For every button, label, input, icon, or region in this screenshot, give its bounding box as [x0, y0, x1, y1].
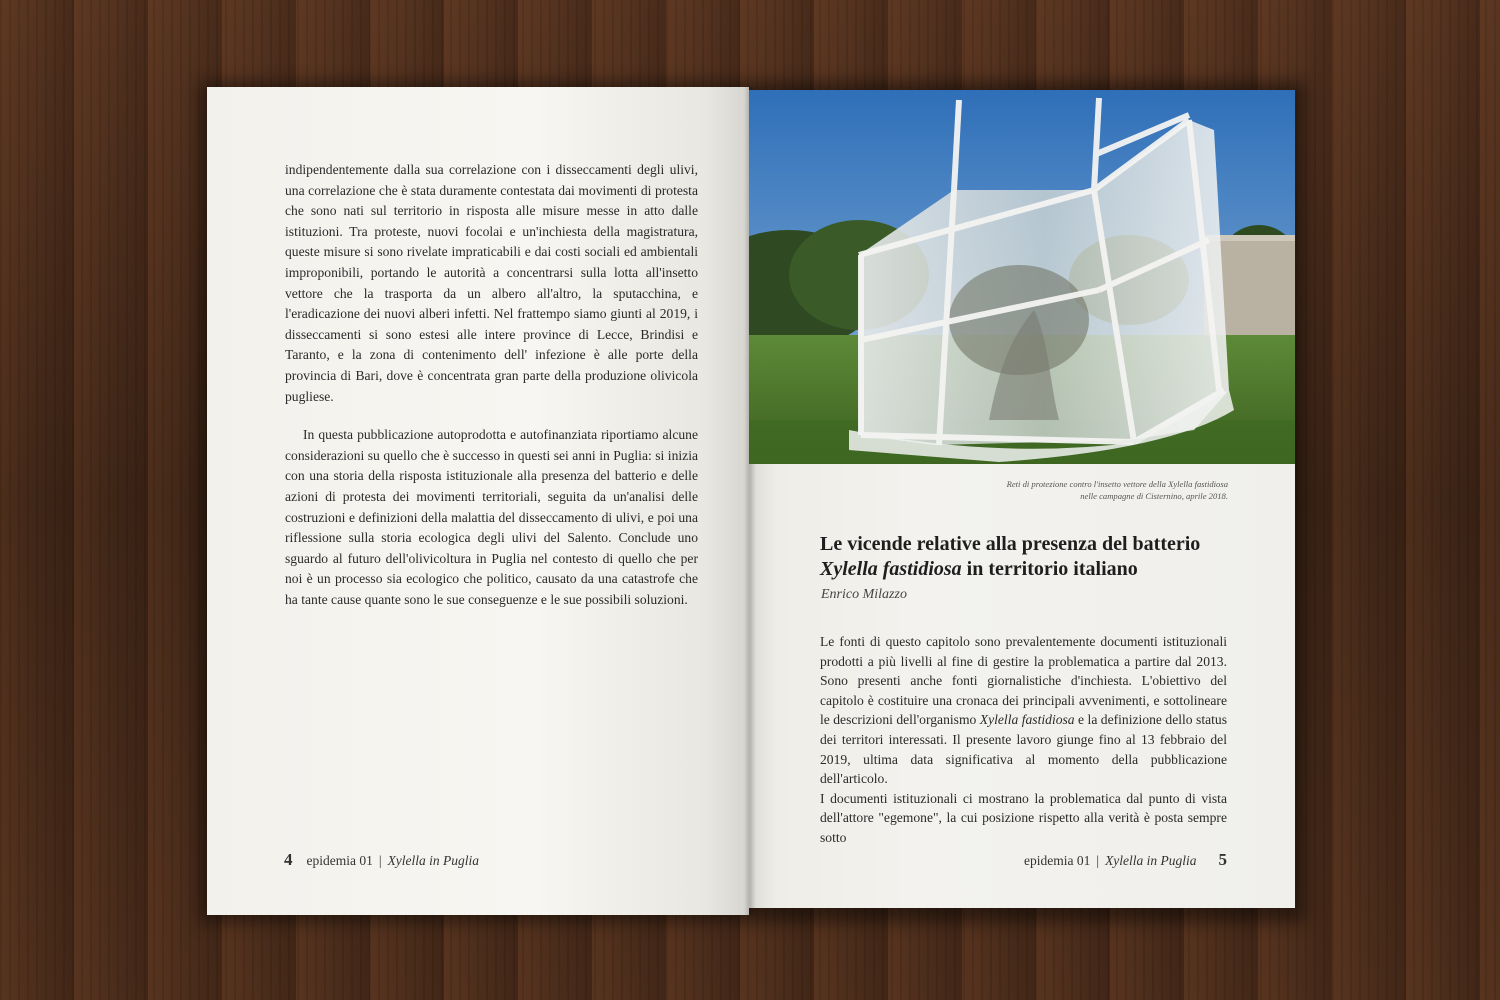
title-species: Xylella fastidiosa: [820, 558, 962, 580]
chapter-author: Enrico Milazzo: [821, 587, 907, 602]
title-line-2-rest: in territorio italiano: [961, 558, 1138, 580]
chapter-title: [820, 532, 1240, 582]
right-page-body: [820, 632, 1227, 848]
caption-line-1: Reti di protezione contro l'insetto vettore della Xylella fastidiosa: [1006, 479, 1228, 489]
photo-caption: [930, 478, 1228, 502]
right-paragraph-1: [820, 632, 1227, 789]
caption-line-2: nelle campagne di Cisternino, aprile 2018.: [1080, 491, 1228, 501]
right-page-number: 5: [1218, 850, 1228, 869]
right-body-b: e la definizione dello status dei territori interessati. Il presente lavoro giunge fino al 13 febbraio del 2019, ultima data significativa al momento della pubblicazione dell'articolo.: [820, 712, 1227, 787]
left-footer: [284, 850, 479, 870]
greenhouse-photo: [749, 90, 1295, 464]
right-body-species: Xylella fastidiosa: [979, 712, 1075, 728]
right-running-head-italic: Xylella in Puglia: [1105, 853, 1197, 868]
left-footer-separator: |: [378, 853, 382, 868]
left-paragraph-2: In questa pubblicazione autoprodotta e autofinanziata riportiamo alcune considerazioni su quello che è successo in questi sei anni in Puglia: si inizia con una storia della risposta istituzionale alla presenza del batterio e delle azioni di protesta dei movimenti territoriali, seguita da un'analisi delle costruzioni e definizioni della malattia del disseccamento di ulivi, e poi una riflessione sulla storia ecologica degli ulivi del Salento. Conclude uno sguardo al futuro dell'olivicoltura in Puglia nel contesto di quello che per noi è un processo sia ecologico che politico, causato da una catastrofe che ha tante cause quante sono le sue conseguenze e le sue possibili soluzioni.: [285, 427, 698, 607]
right-paragraph-2: I documenti istituzionali ci mostrano la problematica dal punto di vista dell'attore "egemone", la cui posizione rispetto alla verità è posta sempre sotto: [820, 790, 1227, 845]
right-footer: [1024, 850, 1227, 870]
left-running-head: epidemia 01: [306, 853, 373, 868]
right-footer-separator: |: [1096, 853, 1100, 868]
right-running-head: epidemia 01: [1024, 853, 1091, 868]
left-page-number: 4: [284, 850, 293, 869]
right-body-a: Le fonti di questo capitolo sono prevalentemente documenti istituzionali prodotti a più livelli al fine di gestire la problematica a partire dal 2013. Sono presenti anche fonti giornalistiche d'inchiesta. L'obiettivo del capitolo è costituire una cronaca dei principali avvenimenti, e sottolineare le descrizioni dell'organismo: [820, 634, 1227, 728]
title-line-1: Le vicende relative alla presenza del batterio: [820, 533, 1201, 555]
left-running-head-italic: Xylella in Puglia: [387, 853, 480, 868]
left-page-body: [285, 160, 698, 610]
left-paragraph-1: indipendentemente dalla sua correlazione con i disseccamenti degli ulivi, una correlazione che è stata duramente contestata dai movimenti di protesta che sono nati sul territorio in risposta alle misure messe in atto dalle istituzioni. Tra proteste, nuovi focolai e un'inchiesta della magistratura, queste misure si sono rivelate impraticabili e dai costi sociali ed ambientali improponibili, portando le autorità a concentrarsi sulla lotta all'insetto vettore che la trasporta da un albero all'altro, la sputacchina, e l'eradicazione dei nuovi alberi infetti. Nel frattempo siamo giunti al 2019, i disseccamenti si sono estesi alle intere province di Lecce, Brindisi e Taranto, e la zona di contenimento dell' infezione è alle porte della provincia di Bari, dove è concentrata gran parte della produzione olivicola pugliese.: [285, 162, 698, 404]
title-line-2: [820, 557, 1240, 582]
